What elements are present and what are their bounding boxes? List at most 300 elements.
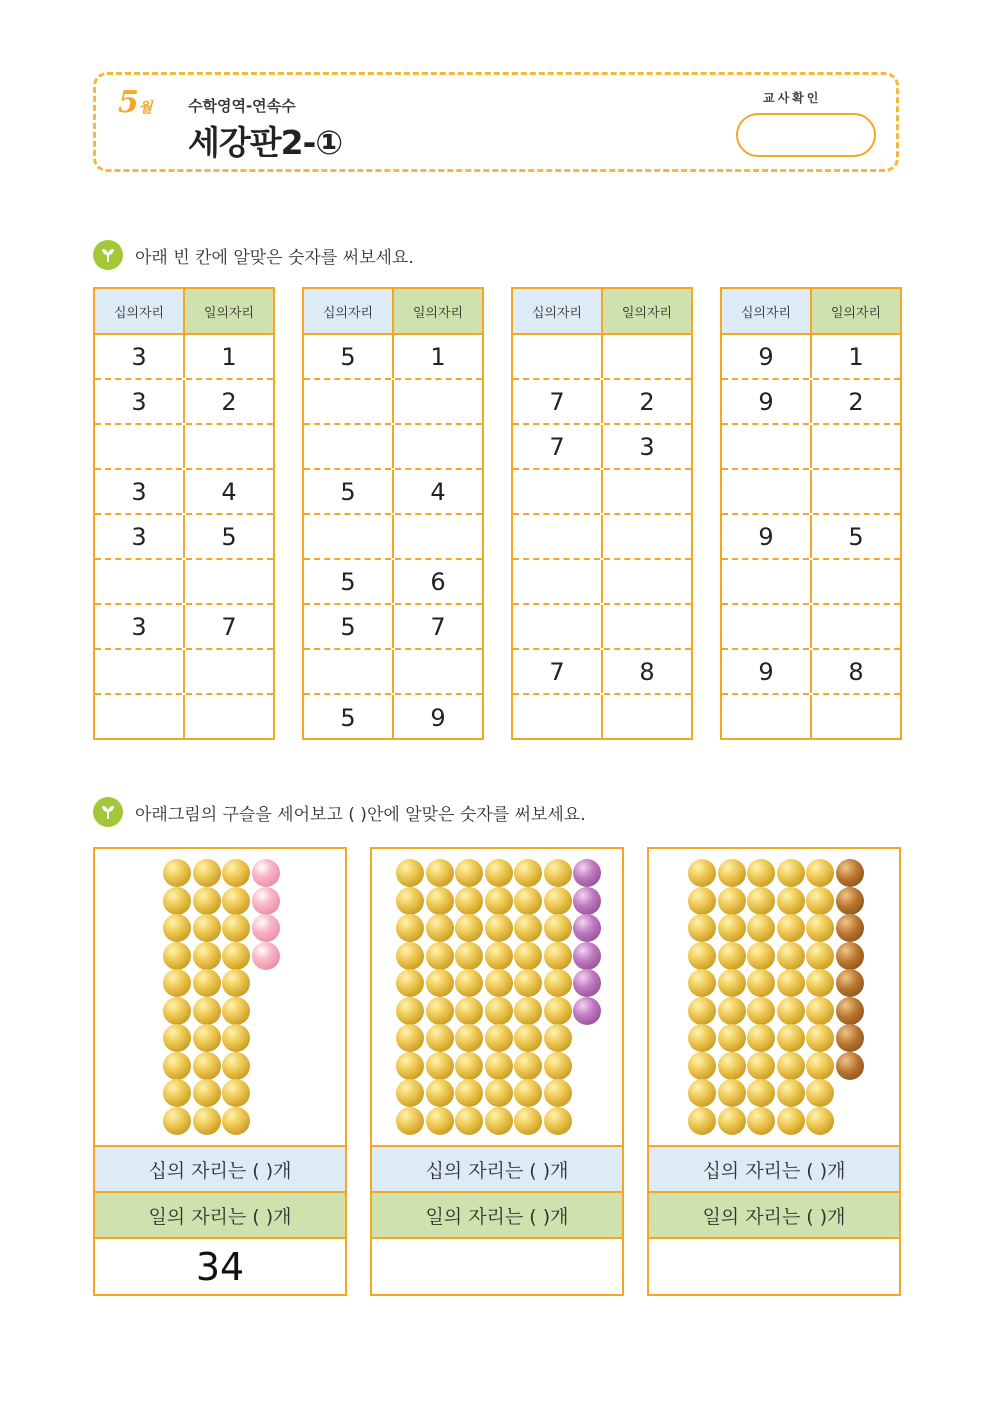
ten-bead	[777, 997, 805, 1025]
ones-cell[interactable]: 3	[639, 432, 655, 461]
ten-bead	[688, 1107, 716, 1135]
ten-bead	[718, 887, 746, 915]
ten-bead	[396, 1079, 424, 1107]
ten-bead	[718, 997, 746, 1025]
ten-bead	[806, 914, 834, 942]
page-title: 세강판2-①	[188, 123, 343, 162]
tens-cell[interactable]	[513, 605, 603, 648]
ten-bead	[396, 1052, 424, 1080]
ten-bead	[688, 1024, 716, 1052]
ten-bead	[777, 1052, 805, 1080]
tens-cell[interactable]	[95, 560, 185, 603]
ten-bead	[455, 887, 483, 915]
ten-bead	[747, 859, 775, 887]
table-row	[304, 425, 482, 470]
ones-cell[interactable]: 1	[430, 342, 446, 371]
ten-bead	[426, 942, 454, 970]
tens-cell[interactable]: 5	[304, 560, 394, 603]
tens-header: 십의자리	[304, 289, 394, 333]
ten-bead	[806, 859, 834, 887]
ones-cell[interactable]	[603, 470, 691, 513]
ones-cell[interactable]: 5	[221, 522, 237, 551]
ten-bead	[485, 914, 513, 942]
tens-count-label: 십의 자리는 ( )개	[372, 1145, 622, 1191]
ten-bead	[396, 887, 424, 915]
table-row	[95, 335, 273, 380]
bead-card-2	[370, 847, 624, 1296]
tens-cell[interactable]: 5	[304, 605, 394, 648]
ten-bead	[747, 997, 775, 1025]
ones-cell[interactable]: 2	[221, 387, 237, 416]
ten-bead	[426, 1052, 454, 1080]
ten-bead	[777, 942, 805, 970]
table-row	[513, 380, 691, 425]
ten-bead	[193, 1052, 221, 1080]
bead-card-3	[647, 847, 901, 1296]
tens-header: 십의자리	[722, 289, 812, 333]
ten-bead	[777, 914, 805, 942]
ten-bead	[222, 1052, 250, 1080]
ones-cell[interactable]	[394, 650, 482, 693]
ones-cell[interactable]	[185, 425, 273, 468]
table-row	[304, 605, 482, 650]
ones-cell[interactable]	[394, 515, 482, 558]
one-bead	[573, 969, 601, 997]
table-header	[95, 289, 273, 335]
ten-bead	[747, 1107, 775, 1135]
ten-bead	[455, 969, 483, 997]
ten-bead	[222, 887, 250, 915]
ten-bead	[193, 887, 221, 915]
ten-bead	[806, 1024, 834, 1052]
ten-bead	[544, 997, 572, 1025]
ten-bead	[222, 997, 250, 1025]
ones-count-label: 일의 자리는 ( )개	[649, 1191, 899, 1237]
ten-bead	[688, 969, 716, 997]
tens-header: 십의자리	[513, 289, 603, 333]
ten-bead	[163, 942, 191, 970]
table-row	[95, 380, 273, 425]
ten-bead	[806, 997, 834, 1025]
ten-bead	[485, 1024, 513, 1052]
ten-bead	[688, 997, 716, 1025]
ten-bead	[544, 1052, 572, 1080]
ones-cell[interactable]	[812, 470, 900, 513]
ones-cell[interactable]	[812, 695, 900, 740]
one-bead	[836, 942, 864, 970]
ten-bead	[514, 1107, 542, 1135]
ten-bead	[806, 1079, 834, 1107]
ten-bead	[514, 1024, 542, 1052]
tens-cell[interactable]	[513, 695, 603, 740]
ten-bead	[485, 1079, 513, 1107]
ten-bead	[514, 887, 542, 915]
table-row	[304, 470, 482, 515]
tens-cell[interactable]	[722, 470, 812, 513]
table-row	[95, 515, 273, 560]
ten-bead	[396, 859, 424, 887]
ones-count-label: 일의 자리는 ( )개	[372, 1191, 622, 1237]
ten-bead	[747, 969, 775, 997]
ones-cell[interactable]: 1	[221, 342, 237, 371]
ones-count-label: 일의 자리는 ( )개	[95, 1191, 345, 1237]
tens-count-label: 십의 자리는 ( )개	[95, 1145, 345, 1191]
table-row	[304, 380, 482, 425]
ten-bead	[688, 1052, 716, 1080]
ten-bead	[688, 1079, 716, 1107]
ten-bead	[485, 1107, 513, 1135]
one-bead	[836, 997, 864, 1025]
table-header	[513, 289, 691, 335]
ten-bead	[514, 1052, 542, 1080]
ten-bead	[426, 1079, 454, 1107]
tens-cell[interactable]	[95, 650, 185, 693]
ones-cell[interactable]: 2	[848, 387, 864, 416]
ten-bead	[718, 1024, 746, 1052]
ten-bead	[193, 914, 221, 942]
teacher-check-box[interactable]	[736, 113, 876, 157]
ten-bead	[163, 997, 191, 1025]
ten-bead	[747, 942, 775, 970]
ones-cell[interactable]: 5	[848, 522, 864, 551]
ten-bead	[396, 1107, 424, 1135]
ten-bead	[163, 969, 191, 997]
ten-bead	[806, 942, 834, 970]
table-row	[722, 515, 900, 560]
tens-cell[interactable]: 3	[95, 605, 185, 648]
ones-cell[interactable]: 4	[430, 477, 446, 506]
ones-cell[interactable]	[394, 380, 482, 423]
ten-bead	[544, 942, 572, 970]
tens-cell[interactable]: 7	[513, 380, 603, 423]
bead-card-1	[93, 847, 347, 1296]
tens-cell[interactable]: 3	[95, 515, 185, 558]
tens-cell[interactable]: 7	[513, 650, 603, 693]
ten-bead	[718, 1079, 746, 1107]
tens-cell[interactable]	[513, 470, 603, 513]
table-row	[304, 695, 482, 740]
ten-bead	[455, 997, 483, 1025]
ten-bead	[485, 859, 513, 887]
ten-bead	[396, 997, 424, 1025]
ten-bead	[396, 1024, 424, 1052]
one-bead	[252, 914, 280, 942]
tens-cell[interactable]	[304, 650, 394, 693]
tens-cell[interactable]: 9	[722, 335, 812, 378]
tens-cell[interactable]	[304, 425, 394, 468]
number-table-1	[93, 287, 275, 740]
ones-cell[interactable]	[603, 695, 691, 740]
ten-bead	[544, 914, 572, 942]
ones-cell[interactable]	[603, 560, 691, 603]
ten-bead	[455, 942, 483, 970]
ones-cell[interactable]	[603, 335, 691, 378]
ones-cell[interactable]	[185, 560, 273, 603]
tens-cell[interactable]: 3	[95, 335, 185, 378]
ones-cell[interactable]: 8	[848, 657, 864, 686]
ones-header: 일의자리	[185, 289, 273, 333]
ten-bead	[485, 997, 513, 1025]
ten-bead	[544, 1079, 572, 1107]
sprout-icon	[93, 797, 123, 827]
ones-cell[interactable]	[394, 425, 482, 468]
bead-picture	[649, 849, 899, 1145]
table-row	[95, 560, 273, 605]
teacher-check-label: 교사확인	[763, 91, 822, 105]
ten-bead	[163, 1079, 191, 1107]
table-row	[513, 470, 691, 515]
ten-bead	[747, 914, 775, 942]
table-row	[513, 695, 691, 740]
table-row	[722, 695, 900, 740]
instruction-2	[93, 797, 586, 827]
ten-bead	[544, 887, 572, 915]
ten-bead	[222, 969, 250, 997]
ten-bead	[426, 997, 454, 1025]
ones-cell[interactable]	[812, 560, 900, 603]
ones-cell[interactable]: 8	[639, 657, 655, 686]
ten-bead	[222, 942, 250, 970]
ones-cell[interactable]: 9	[430, 703, 446, 732]
table-row	[513, 425, 691, 470]
ten-bead	[514, 914, 542, 942]
ones-header: 일의자리	[603, 289, 691, 333]
one-bead	[836, 887, 864, 915]
ten-bead	[747, 1024, 775, 1052]
ten-bead	[485, 942, 513, 970]
table-row	[722, 425, 900, 470]
ten-bead	[163, 1052, 191, 1080]
ten-bead	[163, 859, 191, 887]
instruction-1	[93, 240, 414, 270]
ten-bead	[747, 887, 775, 915]
ten-bead	[163, 914, 191, 942]
ten-bead	[688, 914, 716, 942]
tens-cell[interactable]: 9	[722, 650, 812, 693]
ten-bead	[426, 914, 454, 942]
bead-picture	[95, 849, 345, 1145]
ten-bead	[806, 887, 834, 915]
ones-cell[interactable]: 2	[639, 387, 655, 416]
ten-bead	[777, 859, 805, 887]
one-bead	[573, 887, 601, 915]
tens-cell[interactable]: 7	[513, 425, 603, 468]
ten-bead	[514, 859, 542, 887]
answer-box[interactable]: 34	[95, 1237, 345, 1294]
subject-label: 수학영역-연속수	[188, 97, 296, 115]
ones-cell[interactable]	[185, 695, 273, 740]
ten-bead	[514, 969, 542, 997]
tens-count-label: 십의 자리는 ( )개	[649, 1145, 899, 1191]
ten-bead	[426, 1024, 454, 1052]
ten-bead	[193, 1107, 221, 1135]
ten-bead	[455, 859, 483, 887]
one-bead	[252, 859, 280, 887]
ten-bead	[455, 1052, 483, 1080]
tens-cell[interactable]	[513, 335, 603, 378]
ones-cell[interactable]	[603, 605, 691, 648]
ones-cell[interactable]	[812, 425, 900, 468]
table-row	[95, 470, 273, 515]
ten-bead	[426, 1107, 454, 1135]
tens-cell[interactable]: 5	[304, 470, 394, 513]
sprout-icon	[93, 240, 123, 270]
ten-bead	[777, 1079, 805, 1107]
ones-cell[interactable]: 7	[221, 612, 237, 641]
ones-cell[interactable]	[603, 515, 691, 558]
bead-picture	[372, 849, 622, 1145]
ten-bead	[485, 887, 513, 915]
table-row	[722, 335, 900, 380]
ten-bead	[777, 1107, 805, 1135]
tens-cell[interactable]	[722, 560, 812, 603]
ten-bead	[222, 914, 250, 942]
ten-bead	[514, 942, 542, 970]
ten-bead	[718, 942, 746, 970]
ten-bead	[544, 859, 572, 887]
ten-bead	[747, 1079, 775, 1107]
table-row	[95, 650, 273, 695]
ones-cell[interactable]: 1	[848, 342, 864, 371]
ten-bead	[485, 969, 513, 997]
ones-cell[interactable]	[812, 605, 900, 648]
tens-cell[interactable]	[95, 425, 185, 468]
ten-bead	[544, 1107, 572, 1135]
ten-bead	[485, 1052, 513, 1080]
worksheet-header	[93, 72, 899, 172]
ten-bead	[806, 1052, 834, 1080]
table-row	[95, 695, 273, 740]
ten-bead	[222, 1107, 250, 1135]
tens-cell[interactable]: 3	[95, 470, 185, 513]
tens-cell[interactable]	[513, 515, 603, 558]
table-row	[513, 335, 691, 380]
table-row	[304, 335, 482, 380]
number-table-4	[720, 287, 902, 740]
ten-bead	[396, 914, 424, 942]
ten-bead	[455, 1024, 483, 1052]
ten-bead	[688, 887, 716, 915]
tens-cell[interactable]	[722, 605, 812, 648]
ones-cell[interactable]	[185, 650, 273, 693]
table-row	[304, 650, 482, 695]
ten-bead	[806, 969, 834, 997]
ten-bead	[193, 1079, 221, 1107]
one-bead	[252, 887, 280, 915]
tens-header: 십의자리	[95, 289, 185, 333]
ten-bead	[718, 1107, 746, 1135]
one-bead	[836, 1052, 864, 1080]
ones-cell[interactable]: 4	[221, 477, 237, 506]
table-row	[95, 425, 273, 470]
ten-bead	[718, 1052, 746, 1080]
table-row	[722, 605, 900, 650]
one-bead	[836, 1024, 864, 1052]
ten-bead	[514, 1079, 542, 1107]
ten-bead	[222, 1079, 250, 1107]
ten-bead	[426, 859, 454, 887]
ten-bead	[163, 1107, 191, 1135]
table-header	[722, 289, 900, 335]
tens-cell[interactable]	[95, 695, 185, 740]
table-row	[513, 605, 691, 650]
ten-bead	[718, 914, 746, 942]
table-row	[304, 560, 482, 605]
ones-header: 일의자리	[812, 289, 900, 333]
ten-bead	[544, 1024, 572, 1052]
table-row	[513, 515, 691, 560]
tens-cell[interactable]	[304, 380, 394, 423]
ten-bead	[455, 914, 483, 942]
ten-bead	[193, 859, 221, 887]
answer-box[interactable]	[372, 1237, 622, 1294]
month-badge: 5월	[118, 85, 153, 120]
ten-bead	[718, 969, 746, 997]
instruction-1-text: 아래 빈 칸에 알맞은 숫자를 써보세요.	[135, 247, 414, 268]
instruction-2-text: 아래그림의 구슬을 세어보고 ( )안에 알맞은 숫자를 써보세요.	[135, 804, 586, 825]
table-row	[304, 515, 482, 560]
ten-bead	[396, 942, 424, 970]
ten-bead	[718, 859, 746, 887]
ten-bead	[193, 969, 221, 997]
tens-cell[interactable]: 9	[722, 380, 812, 423]
one-bead	[573, 914, 601, 942]
ten-bead	[777, 887, 805, 915]
one-bead	[573, 859, 601, 887]
tens-cell[interactable]	[722, 695, 812, 740]
table-row	[722, 470, 900, 515]
tens-cell[interactable]: 9	[722, 515, 812, 558]
tens-cell[interactable]: 5	[304, 335, 394, 378]
tens-cell[interactable]: 3	[95, 380, 185, 423]
number-table-2	[302, 287, 484, 740]
table-header	[304, 289, 482, 335]
ten-bead	[193, 942, 221, 970]
ten-bead	[544, 969, 572, 997]
table-row	[513, 650, 691, 695]
one-bead	[836, 969, 864, 997]
ten-bead	[396, 969, 424, 997]
table-row	[722, 560, 900, 605]
ten-bead	[455, 1107, 483, 1135]
number-table-3	[511, 287, 693, 740]
one-bead	[573, 997, 601, 1025]
ten-bead	[193, 997, 221, 1025]
ones-cell[interactable]: 7	[430, 612, 446, 641]
tens-cell[interactable]	[722, 425, 812, 468]
ones-cell[interactable]: 6	[430, 567, 446, 596]
ten-bead	[688, 859, 716, 887]
tens-cell[interactable]: 5	[304, 695, 394, 740]
tens-cell[interactable]	[513, 560, 603, 603]
ten-bead	[222, 859, 250, 887]
one-bead	[573, 942, 601, 970]
table-row	[722, 380, 900, 425]
one-bead	[836, 914, 864, 942]
ten-bead	[222, 1024, 250, 1052]
ten-bead	[163, 1024, 191, 1052]
tens-cell[interactable]	[304, 515, 394, 558]
table-row	[513, 560, 691, 605]
ten-bead	[426, 969, 454, 997]
ten-bead	[455, 1079, 483, 1107]
ten-bead	[777, 969, 805, 997]
ten-bead	[163, 887, 191, 915]
answer-box[interactable]	[649, 1237, 899, 1294]
ten-bead	[777, 1024, 805, 1052]
ten-bead	[193, 1024, 221, 1052]
ten-bead	[688, 942, 716, 970]
